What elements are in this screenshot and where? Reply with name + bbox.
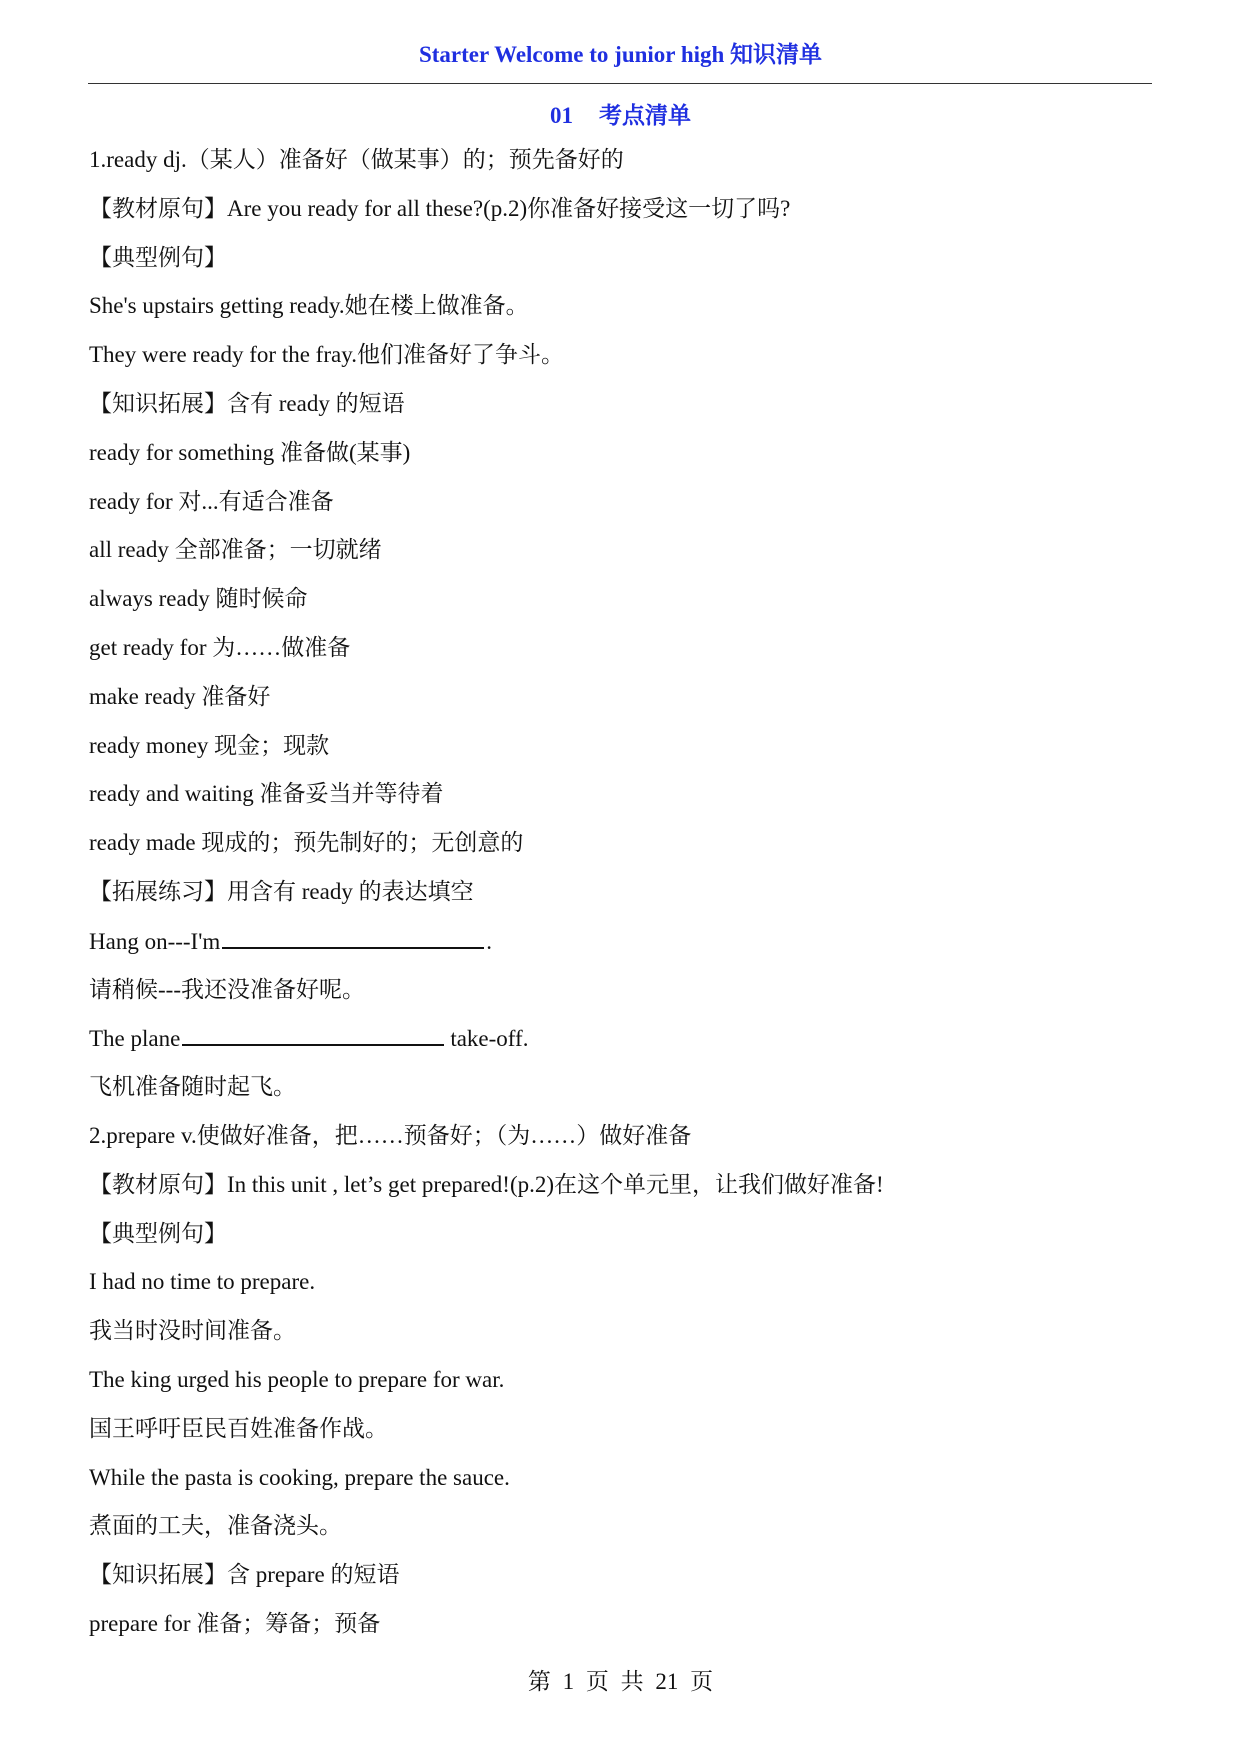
example-label: 【典型例句】 xyxy=(89,244,227,270)
example-translation: 我当时没时间准备。 xyxy=(89,1318,296,1344)
section-heading xyxy=(0,97,1241,130)
phrase-item: always ready 随时候命 xyxy=(89,586,308,612)
exercise-1-prefix: Hang on---I'm xyxy=(89,928,221,954)
textbook-sentence-ready: 【教材原句】Are you ready for all these?(p.2)你准备好接受这一切了吗? xyxy=(89,195,791,221)
phrase-item: ready made 现成的；预先制好的；无创意的 xyxy=(89,830,524,856)
exercise-2-suffix: take-off. xyxy=(450,1026,529,1052)
phrase-item: get ready for 为……做准备 xyxy=(89,634,351,660)
header-divider xyxy=(88,83,1152,84)
textbook-sentence-prepare: 【教材原句】In this unit , let’s get prepared!(p.2)在这个单元里，让我们做好准备! xyxy=(89,1171,884,1197)
fill-blank-2[interactable] xyxy=(182,1020,444,1046)
phrase-item: ready money 现金；现款 xyxy=(89,732,330,758)
expansion-label: 【知识拓展】含有 ready 的短语 xyxy=(89,390,405,416)
section-number: 01 xyxy=(550,103,573,128)
phrase-item: ready for something 准备做(某事) xyxy=(89,439,411,465)
phrase-item: ready for 对...有适合准备 xyxy=(89,488,334,514)
exercise-2-prefix: The plane xyxy=(89,1026,181,1052)
phrase-item: prepare for 准备；筹备；预备 xyxy=(89,1610,381,1636)
exercise-question-2 xyxy=(89,1020,1153,1069)
phrase-item: ready and waiting 准备妥当并等待着 xyxy=(89,781,444,807)
exercise-question-1 xyxy=(89,923,1153,972)
exercise-label: 【拓展练习】用含有 ready 的表达填空 xyxy=(89,878,474,904)
example-sentence: The king urged his people to prepare for war. xyxy=(89,1366,505,1392)
expansion-label: 【知识拓展】含 prepare 的短语 xyxy=(89,1562,400,1588)
fill-blank-1[interactable] xyxy=(222,923,484,949)
example-translation: 国王呼吁臣民百姓准备作战。 xyxy=(89,1415,388,1441)
heading-prepare: 2.prepare v.使做好准备，把……预备好；（为……）做好准备 xyxy=(89,1122,692,1148)
example-label: 【典型例句】 xyxy=(89,1220,227,1246)
example-translation: 煮面的工夫，准备浇头。 xyxy=(89,1513,342,1539)
content-body xyxy=(89,142,1153,1655)
example-sentence: While the pasta is cooking, prepare the sauce. xyxy=(89,1464,510,1490)
exercise-translation-2: 飞机准备随时起飞。 xyxy=(89,1074,296,1100)
section-title-text: 考点清单 xyxy=(599,103,691,128)
page-number-footer: 第 1 页 共 21 页 xyxy=(527,1669,714,1694)
exercise-translation-1: 请稍候---我还没准备好呢。 xyxy=(89,976,365,1002)
heading-ready: 1.ready dj.（某人）准备好（做某事）的；预先备好的 xyxy=(89,147,624,172)
example-sentence: They were ready for the fray.他们准备好了争斗。 xyxy=(89,342,564,368)
page-header-title: Starter Welcome to junior high 知识清单 xyxy=(418,42,823,67)
example-sentence: She's upstairs getting ready.她在楼上做准备。 xyxy=(89,293,529,319)
phrase-item: make ready 准备好 xyxy=(89,683,271,709)
phrase-item: all ready 全部准备；一切就绪 xyxy=(89,537,382,563)
example-sentence: I had no time to prepare. xyxy=(89,1269,316,1295)
exercise-1-suffix: . xyxy=(486,928,492,954)
